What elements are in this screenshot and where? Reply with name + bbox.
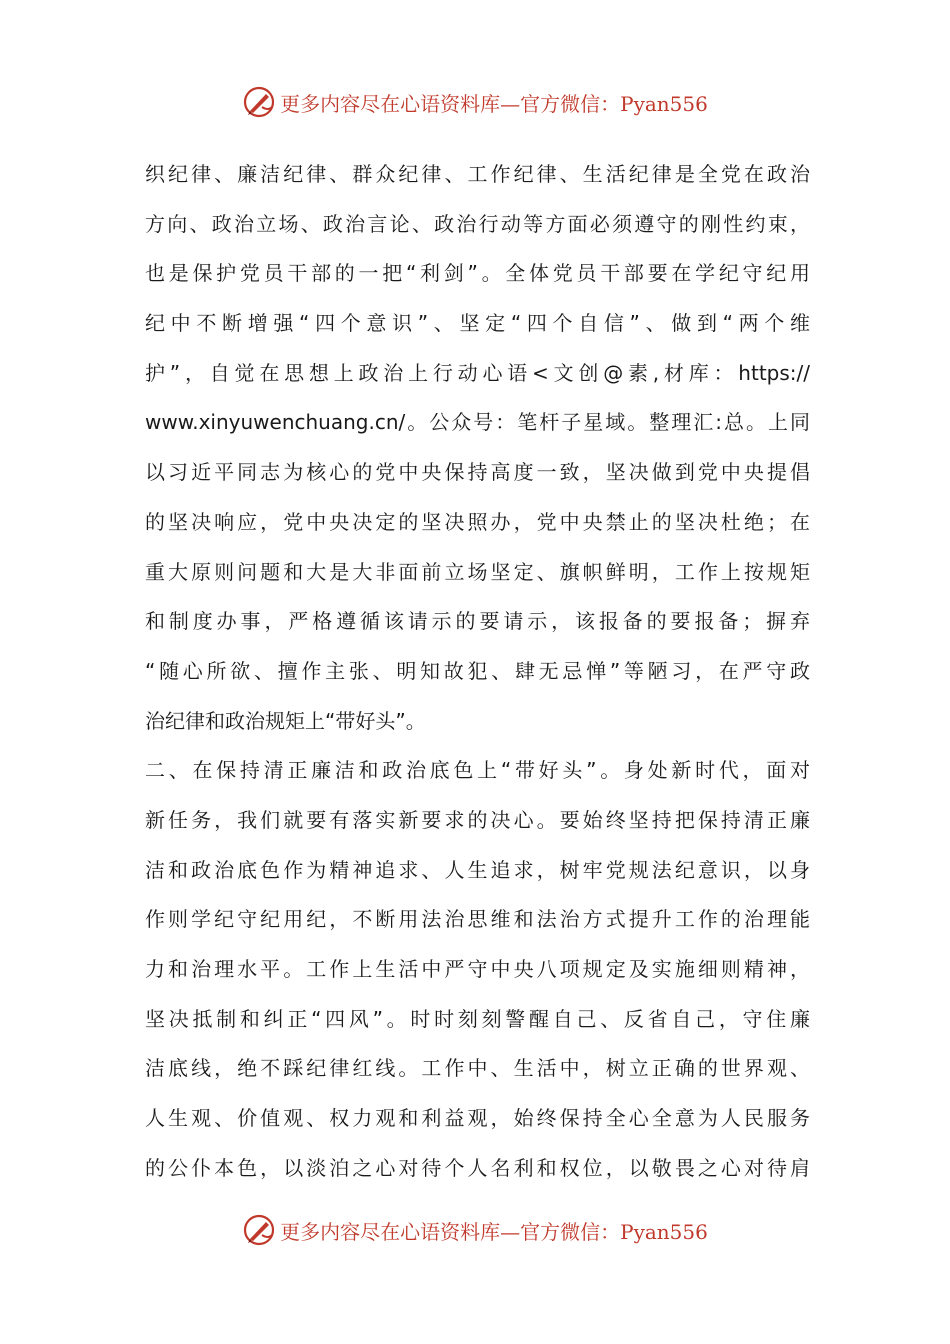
text-line: “随心所欲、擅作主张、明知故犯、肆无忌惮”等陋习，在严守政 bbox=[145, 658, 810, 683]
text-line: 二、在保持清正廉洁和政治底色上“带好头”。身处新时代，面对 bbox=[145, 758, 810, 783]
pen-logo-icon bbox=[242, 1213, 276, 1247]
text-line: 和制度办事，严格遵循该请示的要请示，该报备的要报备；摒弃 bbox=[145, 609, 810, 634]
text-line: 重大原则问题和大是大非面前立场坚定、旗帜鲜明，工作上按规矩 bbox=[145, 559, 810, 584]
text-line: 洁和政治底色作为精神追求、人生追求，树牢党规法纪意识，以身 bbox=[145, 857, 810, 882]
text-line: 纪中不断增强“四个意识”、坚定“四个自信”、做到“两个维 bbox=[145, 311, 810, 336]
text-line: 作则学纪守纪用纪，不断用法治思维和法治方式提升工作的治理能 bbox=[145, 907, 810, 932]
text-line: 新任务，我们就要有落实新要求的决心。要始终坚持把保持清正廉 bbox=[145, 807, 810, 832]
footer-banner-text: 更多内容尽在心语资料库—官方微信：Pyan556 bbox=[280, 1219, 708, 1244]
footer-banner bbox=[0, 1210, 950, 1250]
text-line: 的公仆本色，以淡泊之心对待个人名利和权位，以敬畏之心对待肩 bbox=[145, 1155, 810, 1180]
text-line: 方向、政治立场、政治言论、政治行动等方面必须遵守的刚性约束， bbox=[145, 211, 810, 236]
header-banner-text: 更多内容尽在心语资料库—官方微信：Pyan556 bbox=[280, 91, 708, 116]
text-line: 力和治理水平。工作上生活中严守中央八项规定及实施细则精神， bbox=[145, 957, 810, 981]
text-line: 织纪律、廉洁纪律、群众纪律、工作纪律、生活纪律是全党在政治 bbox=[145, 162, 810, 186]
text-line: 洁底线，绝不踩纪律红线。工作中、生活中，树立正确的世界观、 bbox=[145, 1056, 810, 1081]
text-line: 治纪律和政治规矩上“带好头”。 bbox=[145, 708, 426, 733]
text-line: 以习近平同志为核心的党中央保持高度一致，坚决做到党中央提倡 bbox=[145, 460, 810, 485]
body-text bbox=[145, 150, 810, 1193]
text-line: 护”，自觉在思想上政治上行动心语<文创@素,材库：https:// bbox=[145, 360, 810, 385]
pen-logo-icon bbox=[242, 85, 276, 119]
text-line: www.xinyuwenchuang.cn/。公众号：笔杆子星域。整理汇:总。上同 bbox=[145, 410, 810, 435]
header-banner bbox=[0, 82, 950, 122]
text-line: 的坚决响应，党中央决定的坚决照办，党中央禁止的坚决杜绝；在 bbox=[145, 509, 810, 534]
text-line: 人生观、价值观、权力观和利益观，始终保持全心全意为人民服务 bbox=[145, 1106, 810, 1131]
text-line: 坚决抵制和纠正“四风”。时时刻刻警醒自己、反省自己，守住廉 bbox=[145, 1006, 810, 1031]
text-line: 也是保护党员干部的一把“利剑”。全体党员干部要在学纪守纪用 bbox=[145, 261, 810, 286]
